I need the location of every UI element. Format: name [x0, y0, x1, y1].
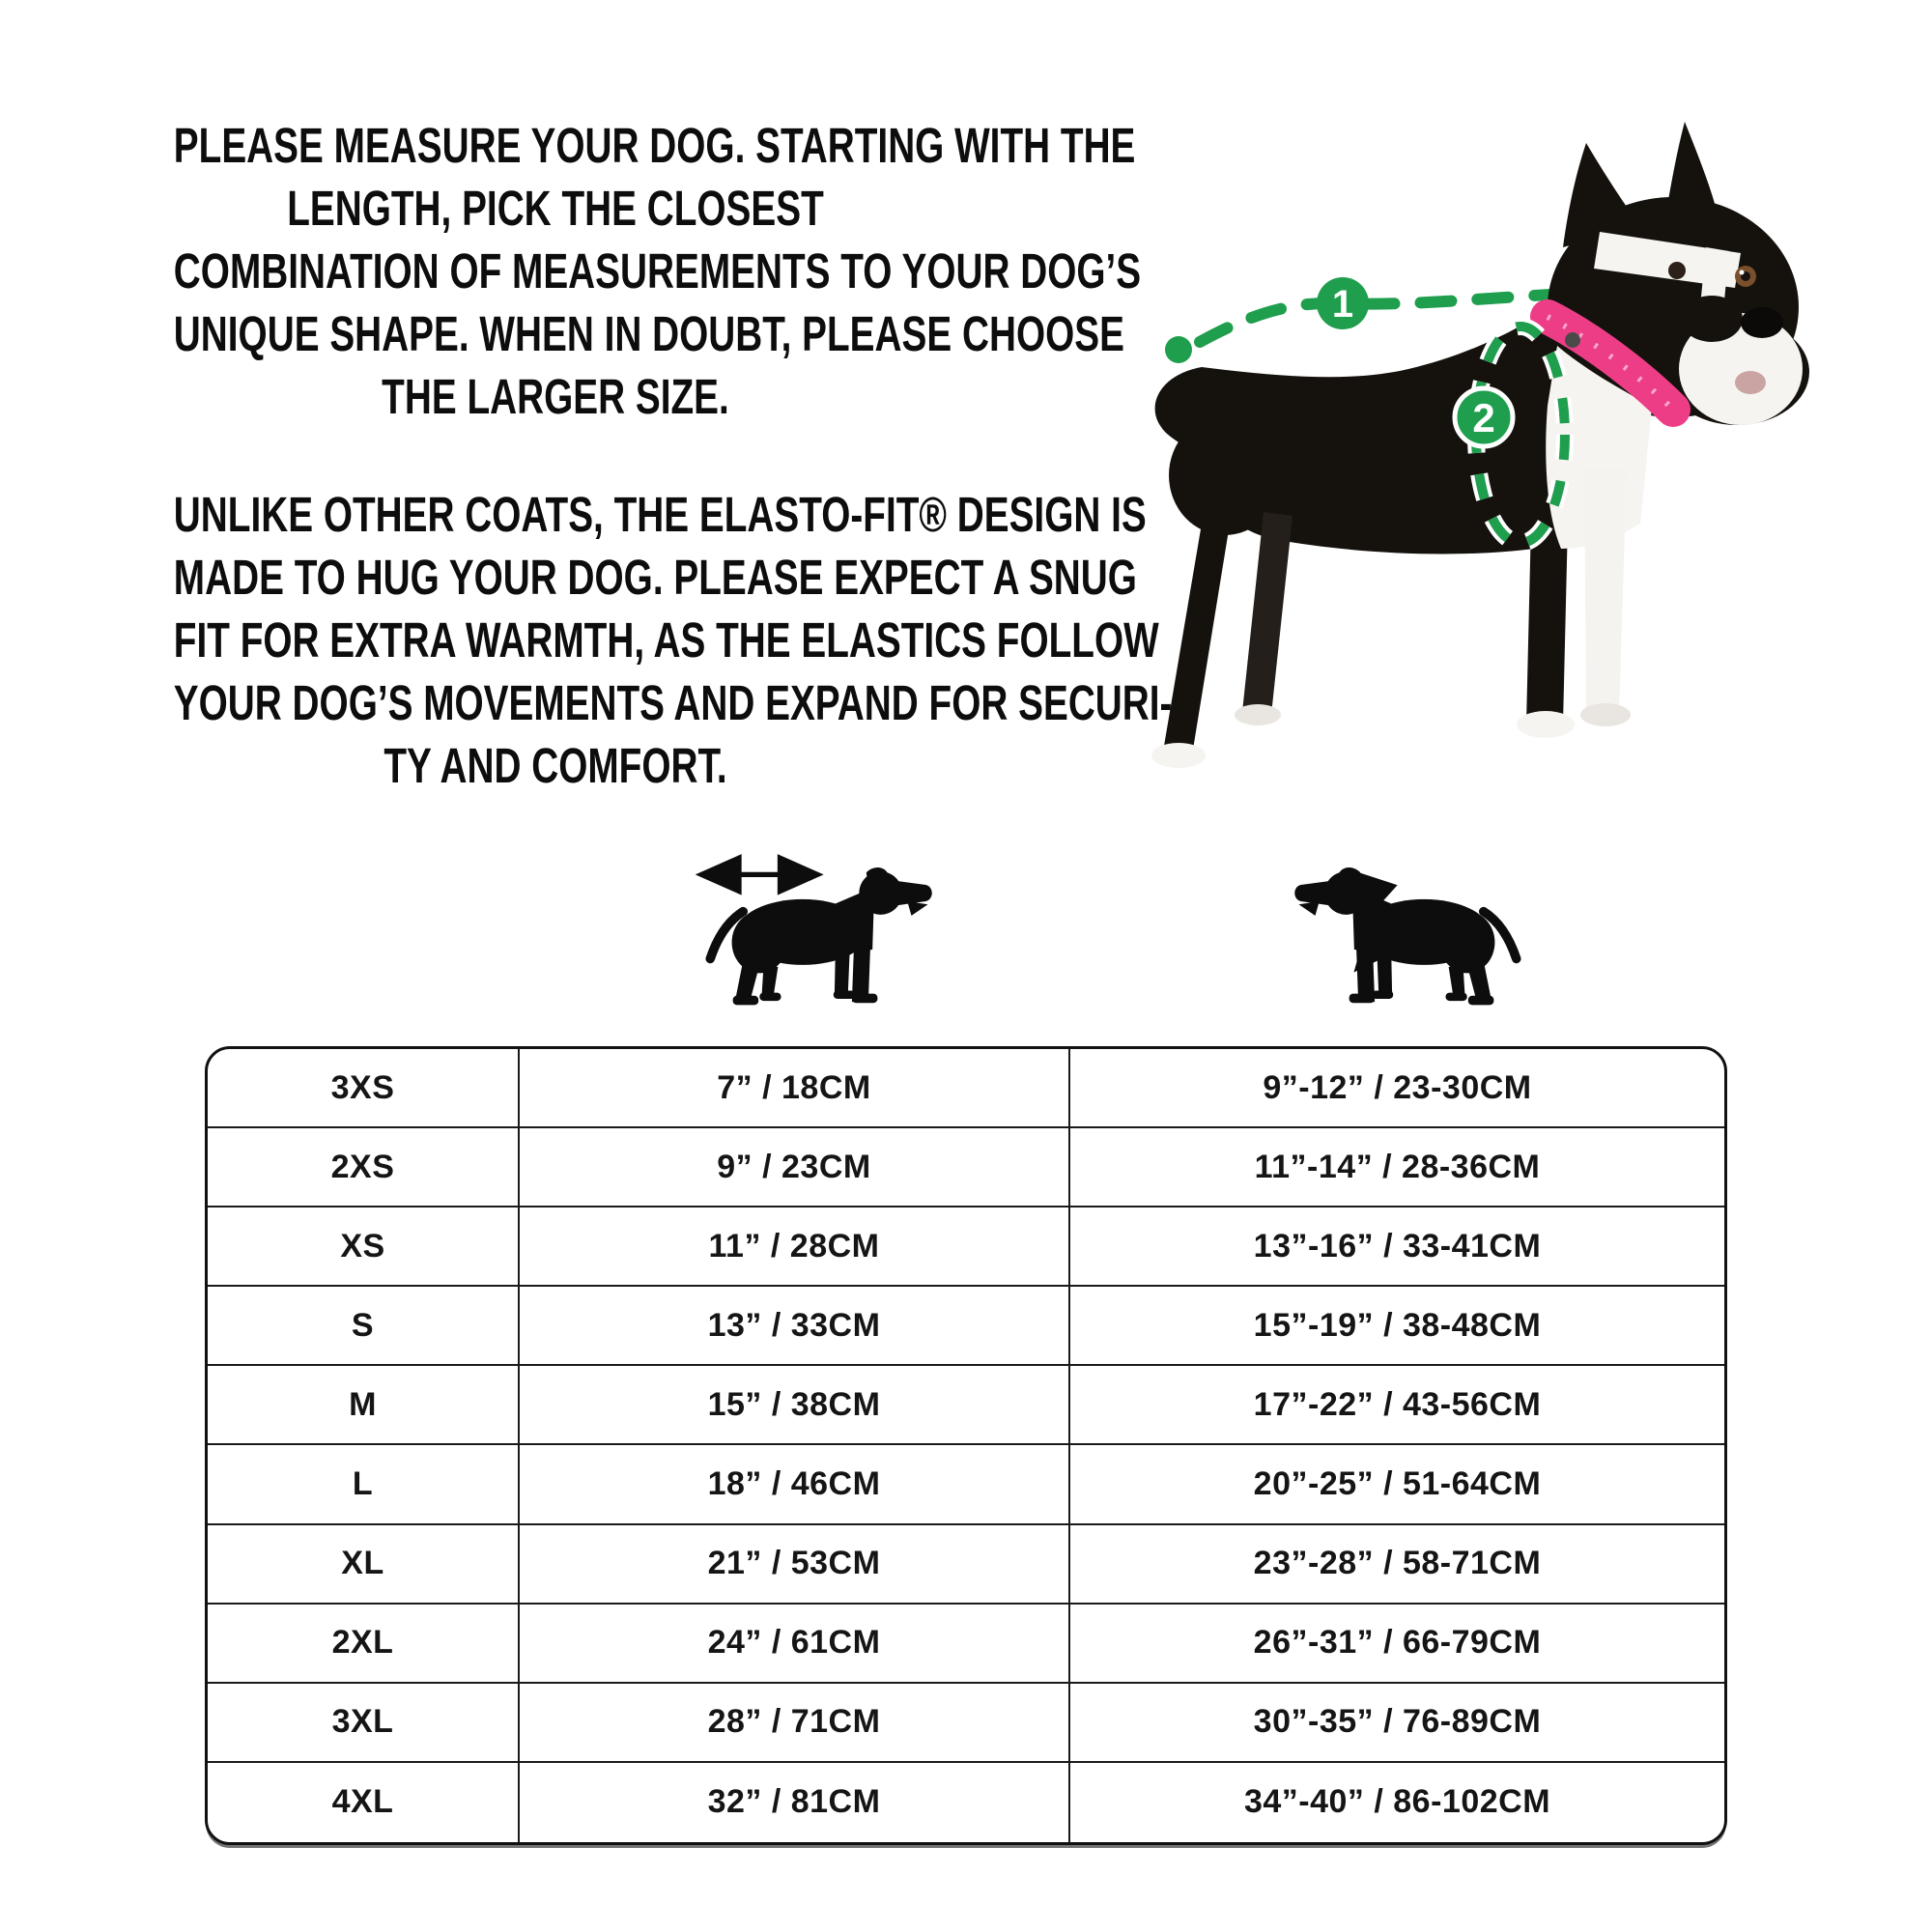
table-row [208, 1525, 1724, 1605]
girth-cell: 9”-12” / 23-30CM [1263, 1068, 1532, 1106]
size-cell: 2XS [208, 1128, 520, 1206]
length-cell: 32” / 81CM [520, 1763, 1070, 1842]
size-cell: 3XL [208, 1684, 520, 1761]
size-cell: 3XS [208, 1049, 520, 1126]
text-line: LENGTH, PICK THE CLOSEST [287, 181, 824, 236]
size-table [205, 1046, 1727, 1845]
table-row [208, 1684, 1724, 1763]
fit-note-paragraph [53, 483, 1173, 797]
size-cell: L [208, 1445, 520, 1522]
table-row [208, 1049, 1724, 1128]
dog-nose [1741, 307, 1783, 338]
table-row [208, 1763, 1724, 1842]
girth-cell: 17”-22” / 43-56CM [1253, 1385, 1542, 1423]
girth-cell: 34”-40” / 86-102CM [1243, 1783, 1551, 1821]
text-line: PLEASE MEASURE YOUR DOG. STARTING WITH THE [173, 118, 1136, 173]
text-line: TY AND COMFORT. [384, 738, 727, 793]
length-cell: 21” / 53CM [520, 1525, 1070, 1603]
girth-cell: 13”-16” / 33-41CM [1253, 1227, 1542, 1264]
size-cell: S [208, 1287, 520, 1364]
length-cell: 7” / 18CM [520, 1049, 1070, 1126]
text-line: YOUR DOG’S MOVEMENTS AND EXPAND FOR SECURI- [173, 675, 1173, 730]
size-cell: XL [208, 1525, 520, 1603]
intro-paragraph [53, 114, 1142, 428]
dog-girth-arrow-icon [1280, 852, 1531, 1016]
girth-cell: 11”-14” / 28-36CM [1254, 1148, 1541, 1185]
girth-badge [1455, 388, 1513, 446]
girth-cell: 30”-35” / 76-89CM [1253, 1703, 1542, 1741]
table-row [208, 1287, 1724, 1366]
text-line: FIT FOR EXTRA WARMTH, AS THE ELASTICS FOLLOW [173, 612, 1159, 668]
table-row [208, 1366, 1724, 1445]
text-line: UNLIKE OTHER COATS, THE ELASTO-FIT® DESIGN IS [173, 487, 1147, 542]
table-row [208, 1128, 1724, 1208]
table-row [208, 1605, 1724, 1684]
girth-cell: 15”-19” / 38-48CM [1253, 1306, 1542, 1344]
size-cell: 2XL [208, 1605, 520, 1682]
size-cell: M [208, 1366, 520, 1443]
svg-text:1: 1 [1331, 283, 1354, 326]
length-badge [1317, 277, 1369, 329]
dog-length-arrow-icon [696, 852, 947, 1016]
dog-ear [1665, 122, 1716, 216]
dog-eye [1668, 262, 1686, 279]
dog-measurement-photo [1111, 87, 1845, 802]
size-cell: 4XL [208, 1763, 520, 1842]
girth-cell: 26”-31” / 66-79CM [1253, 1624, 1542, 1662]
table-row [208, 1208, 1724, 1287]
length-cell: 24” / 61CM [520, 1605, 1070, 1682]
length-cell: 9” / 23CM [520, 1128, 1070, 1206]
length-cell: 18” / 46CM [520, 1445, 1070, 1522]
text-line: MADE TO HUG YOUR DOG. PLEASE EXPECT A SNUG [173, 550, 1137, 605]
svg-text:2: 2 [1472, 395, 1495, 440]
length-cell: 28” / 71CM [520, 1684, 1070, 1761]
text-line: THE LARGER SIZE. [382, 369, 729, 424]
girth-cell: 23”-28” / 58-71CM [1253, 1545, 1542, 1582]
text-line: UNIQUE SHAPE. WHEN IN DOUBT, PLEASE CHOOSE [173, 306, 1124, 361]
size-cell: XS [208, 1208, 520, 1285]
length-cell: 15” / 38CM [520, 1366, 1070, 1443]
text-line: COMBINATION OF MEASUREMENTS TO YOUR DOG’S [173, 243, 1142, 298]
table-row [208, 1445, 1724, 1524]
length-cell: 13” / 33CM [520, 1287, 1070, 1364]
girth-cell: 20”-25” / 51-64CM [1253, 1465, 1542, 1503]
length-cell: 11” / 28CM [520, 1208, 1070, 1285]
